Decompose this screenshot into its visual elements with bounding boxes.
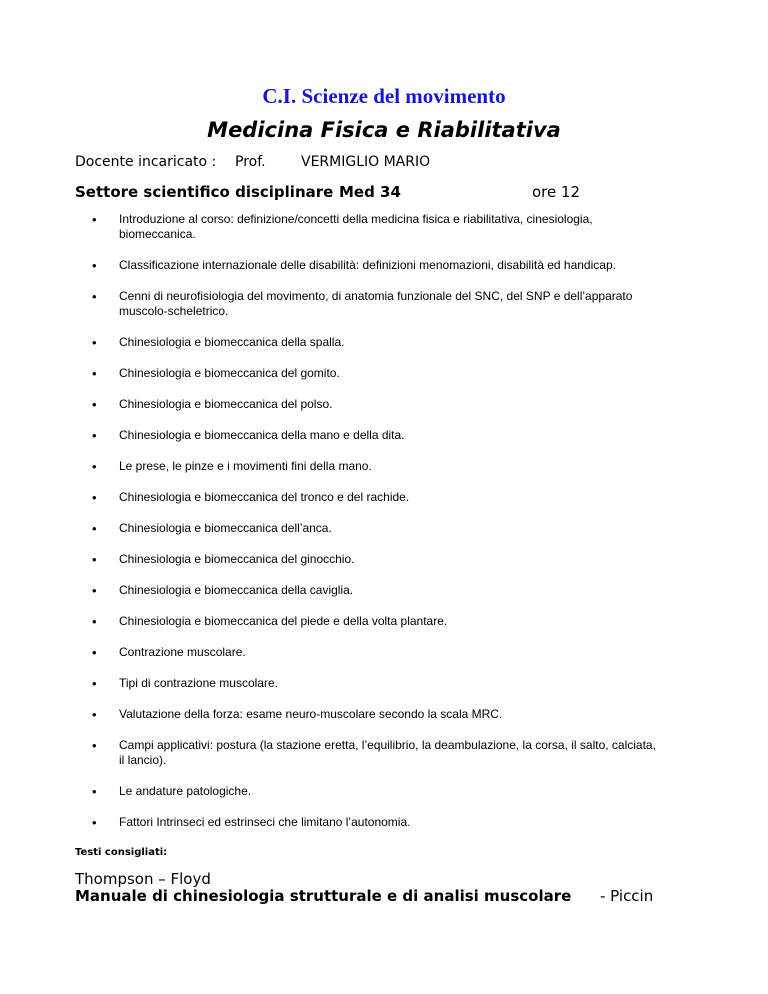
list-item: • Tipi di contrazione muscolare. [0, 676, 768, 691]
list-item: • Chinesiologia e biomeccanica della caviglia. [0, 583, 768, 598]
teacher-name: VERMIGLIO MARIO [301, 154, 431, 170]
list-item: • Chinesiologia e biomeccanica del tronco e del rachide. [0, 490, 768, 505]
list-item: • Cenni di neurofisiologia del movimento, di anatomia funzionale del SNC, del SNP e dell’apparato muscolo-scheletrico. [0, 289, 768, 319]
list-item: • Campi applicativi: postura (la stazione eretta, l’equilibrio, la deambulazione, la corsa, il salto, calciata, il lancio). [0, 738, 768, 768]
teacher-label: Docente incaricato : [75, 154, 217, 170]
list-item: • Chinesiologia e biomeccanica della mano e della dita. [0, 428, 768, 443]
book-title: Manuale di chinesiologia strutturale e di analisi muscolare [75, 887, 572, 905]
list-item: • Le andature patologiche. [0, 784, 768, 799]
list-item: • Chinesiologia e biomeccanica della spalla. [0, 335, 768, 350]
course-hours: ore 12 [532, 183, 581, 201]
list-item: • Chinesiologia e biomeccanica dell’anca. [0, 521, 768, 536]
book-author: Thompson – Floyd [75, 870, 211, 888]
list-item: • Introduzione al corso: definizione/concetti della medicina fisica e riabilitativa, cinesiologia, biomeccanica. [0, 212, 768, 242]
list-item: • Le prese, le pinze e i movimenti fini della mano. [0, 459, 768, 474]
sector-label: Settore scientifico disciplinare [75, 183, 334, 201]
list-item: • Chinesiologia e biomeccanica del piede e della volta plantare. [0, 614, 768, 629]
list-item: • Chinesiologia e biomeccanica del gomito. [0, 366, 768, 381]
teacher-title: Prof. [235, 154, 266, 170]
list-item: • Valutazione della forza: esame neuro-muscolare secondo la scala MRC. [0, 707, 768, 722]
course-title: C.I. Scienze del movimento [262, 84, 506, 108]
list-item: • Fattori Intrinseci ed estrinseci che limitano l’autonomia. [0, 815, 768, 830]
list-item: • Classificazione internazionale delle disabilità: definizioni menomazioni, disabilità ed handicap. [0, 258, 768, 273]
list-item: • Chinesiologia e biomeccanica del ginocchio. [0, 552, 768, 567]
topics-list [0, 212, 768, 846]
sector-code: Med 34 [339, 183, 401, 201]
subject-title: Medicina Fisica e Riabilitativa [207, 118, 561, 142]
list-item: • Contrazione muscolare. [0, 645, 768, 660]
recommended-books-label: Testi consigliati: [75, 847, 168, 858]
list-item: • Chinesiologia e biomeccanica del polso. [0, 397, 768, 412]
book-publisher: - Piccin [600, 887, 654, 905]
